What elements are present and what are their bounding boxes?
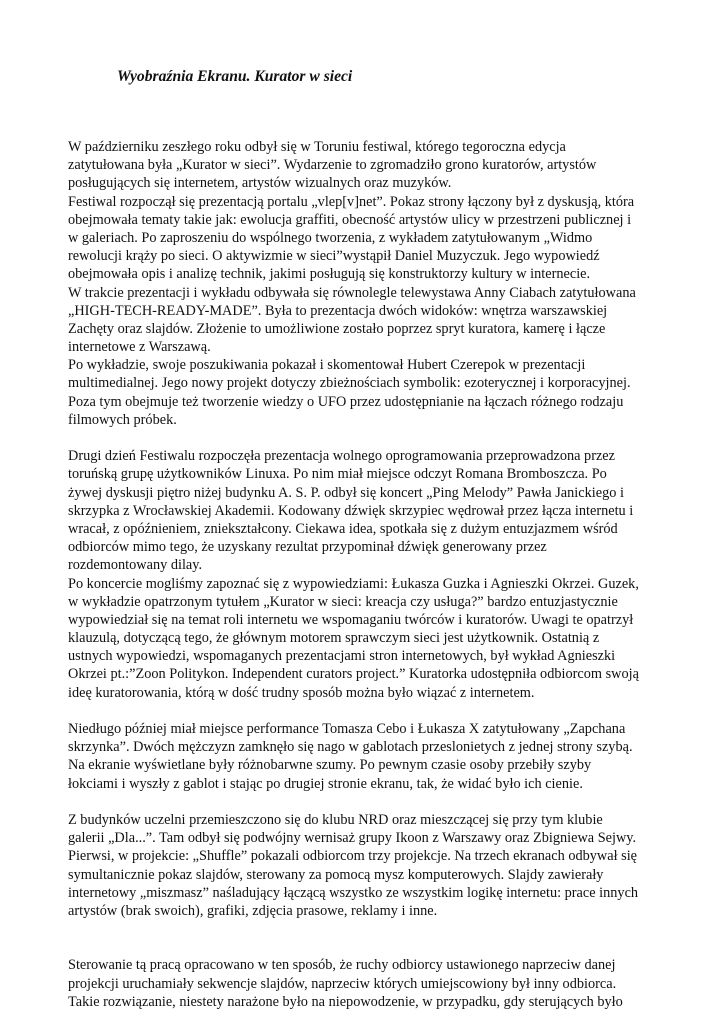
text-line: posługujących się internetem, artystów wizualnych oraz muzyków. (68, 175, 452, 192)
text-line: klauzulą, dotyczącą tego, że głównym motorem sprawczym sieci jest użytkownik. Ostatnią z (68, 630, 600, 647)
paragraph-4 (68, 356, 668, 429)
text-line: żywej dyskusji piętro niżej budynku A. S. P. odbył się koncert „Ping Melody” Pawła Janickiego i (68, 484, 624, 501)
text-line: multimedialnej. Jego nowy projekt dotyczy zbieżnościach symbolik: ezoterycznej i korporacyjnej. (68, 375, 631, 392)
text-line: Drugi dzień Festiwalu rozpoczęła prezentacja wolnego oprogramowania przeprowadzona przez (68, 448, 616, 465)
paragraph-spacer (68, 920, 668, 956)
text-line: projekcji uruchamiały sekwencje slajdów, naprzeciw których umiejscowiony był inny odbiorca. (68, 975, 617, 992)
text-line: obejmowała opis i analizę technik, jakimi posługują się konstruktorzy kultury w internecie. (68, 266, 591, 283)
text-line: W trakcie prezentacji i wykładu odbywała się równolegle telewystawa Anny Ciabach zatytułowana (68, 284, 636, 301)
text-line: rozdemontowany dilay. (68, 557, 203, 574)
text-line: galerii „Dla...”. Tam odbył się podwójny wernisaż grupy Ikoon z Warszawy oraz Zbigniewa Sejwy. (68, 830, 637, 847)
text-line: Takie rozwiązanie, niestety narażone było na niepowodzenie, w przypadku, gdy sterujących było (68, 993, 623, 1010)
text-line: w wykładzie opatrzonym tytułem „Kurator w sieci: kreacja czy usługa?” bardzo entuzjastycznie (68, 593, 618, 610)
text-line: rewolucji krąży po sieci. O aktywizmie w sieci”wystąpił Daniel Muzyczuk. Jego wypowiedź (68, 248, 600, 265)
text-line: internetowy „miszmasz” naśladujący łączącą wszystko ze wszystkim logikę internetu: prace innych (68, 884, 639, 901)
paragraph-1 (68, 138, 668, 193)
text-line: Poza tym obejmuje też tworzenie wiedzy o UFO przez udostępnianie na łączach różnego rodzaju (68, 393, 624, 410)
text-line: Zachęty oraz slajdów. Złożenie to umożliwione zostało poprzez spryt kuratora, kamerę i łącze (68, 320, 606, 337)
text-line: obejmowała tematy takie jak: ewolucja graffiti, obecność artystów ulicy w przestrzeni publicznej i (68, 211, 632, 228)
text-line: Sterowanie tą pracą opracowano w ten sposób, że ruchy odbiorcy ustawionego naprzeciw danej (68, 957, 616, 974)
text-line: artystów (brak swoich), grafiki, zdjęcia prasowe, reklamy i inne. (68, 902, 438, 919)
text-line: Okrzei pt.:”Zoon Politykon. Independent curators project.” Kuratorka udostępniła odbiorcom swoją (68, 666, 639, 683)
text-line: w galeriach. Po zaproszeniu do wspólnego tworzenia, z wykładem zatytułowanym „Widmo (68, 229, 593, 246)
paragraph-5 (68, 447, 668, 574)
document-title: Wyobraźnia Ekranu. Kurator w sieci (117, 68, 353, 85)
paragraph-spacer (68, 429, 668, 447)
text-line: Z budynków uczelni przemieszczono się do klubu NRD oraz mieszczącej się przy tym klubie (68, 811, 603, 828)
text-line: filmowych próbek. (68, 411, 177, 428)
paragraph-6 (68, 575, 668, 702)
paragraph-spacer (68, 793, 668, 811)
paragraph-3 (68, 284, 668, 357)
text-line: Po koncercie mogliśmy zapoznać się z wypowiedziami: Łukasza Guzka i Agnieszki Okrzei. Guzek, (68, 575, 639, 592)
text-line: wracał, z opóźnieniem, zniekształcony. Ciekawa idea, spotkała się z dużym entuzjazmem wśród (68, 520, 618, 537)
text-line: łokciami i wyszły z gablot i stając po drugiej stronie ekranu, tak, że widać było ich cienie. (68, 775, 583, 792)
text-line: skrzynka”. Dwóch mężczyzn zamknęło się nago w gablotach przeslonietych z jednej strony szybą. (68, 739, 633, 756)
text-line: toruńską grupę użytkowników Linuxa. Po nim miał miejsce odczyt Romana Bromboszcza. Po (68, 466, 607, 483)
text-line: zatytułowana była „Kurator w sieci”. Wydarzenie to zgromadziło grono kuratorów, artystów (68, 157, 597, 174)
document-body (68, 138, 668, 1011)
text-line: skrzypka z Wrocławskiej Akademii. Kodowany dźwięk skrzypiec wędrował przez łącza internetu i (68, 502, 634, 519)
text-line: Na ekranie wyświetlane były różnobarwne szumy. Po pewnym czasie osoby przebiły szyby (68, 757, 592, 774)
text-line: wypowiedział się na temat roli internetu we wspomaganiu twórców i kuratorów. Uwagi te opatrzył (68, 611, 634, 628)
text-line: „HIGH-TECH-READY-MADE”. Była to prezentacja dwóch widoków: wnętrza warszawskiej (68, 302, 608, 319)
text-line: symultanicznie pokaz slajdów, sterowany za pomocą mysz komputerowych. Slajdy zawierały (68, 866, 604, 883)
paragraph-8 (68, 811, 668, 920)
paragraph-2 (68, 193, 668, 284)
text-line: odbiorców mimo tego, że uzyskany rezultat przypominał dźwięk generowany przez (68, 539, 547, 556)
paragraph-7 (68, 720, 668, 793)
text-line: Po wykładzie, swoje poszukiwania pokazał i skomentował Hubert Czerepok w prezentacji (68, 357, 586, 374)
text-line: Festiwal rozpoczął się prezentacją portalu „vlep[v]net”. Pokaz strony łączony był z dyskusją, która (68, 193, 635, 210)
text-line: ideę kuratorowania, którą w dość trudny sposób można było wiązać z internetem. (68, 684, 535, 701)
paragraph-spacer (68, 702, 668, 720)
text-line: internetowe z Warszawą. (68, 339, 211, 356)
text-line: Niedługo później miał miejsce performance Tomasza Cebo i Łukasza X zatytułowany „Zapchana (68, 721, 626, 737)
text-line: Pierwsi, w projekcie: „Shuffle” pokazali odbiorcom trzy projekcje. Na trzech ekranach odbywał się (68, 848, 638, 865)
text-line: ustnych wypowiedzi, wspomaganych prezentacjami stron internetowych, był wykład Agnieszki (68, 648, 616, 665)
text-line: W październiku zeszłego roku odbył się w Toruniu festiwal, którego tegoroczna edycja (68, 139, 566, 155)
paragraph-9 (68, 956, 668, 1011)
